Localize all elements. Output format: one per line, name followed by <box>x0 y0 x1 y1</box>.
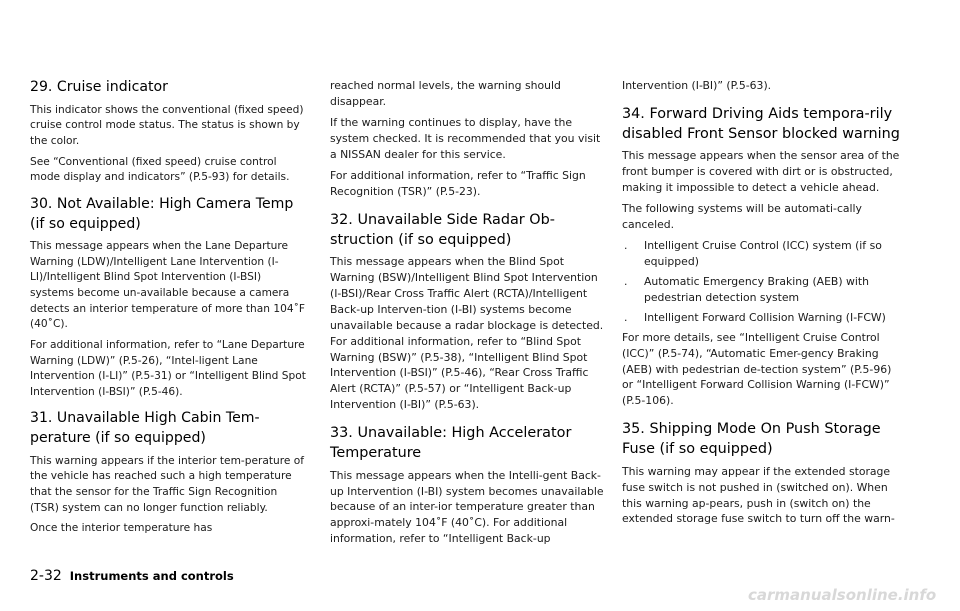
section-33-continued <box>622 78 900 94</box>
paragraph: Once the interior temperature has <box>30 521 213 535</box>
paragraph: Intervention (I-BI)” (P.5-63). <box>622 79 772 92</box>
section-33 <box>330 423 608 547</box>
list-item <box>622 238 900 270</box>
section-heading: 31. Unavailable High Cabin Tem-perature (if so equipped) <box>30 410 260 447</box>
paragraph: For additional information, refer to “Traffic Sign Recognition (TSR)” (P.5-23). <box>330 168 586 198</box>
column-2 <box>330 78 608 557</box>
paragraph: This message appears when the Blind Spot Warning (BSW)/Intelligent Blind Spot Intervention (I-BSI)/Rear Cross Traffic Alert (RCTA)/Intelligent Back-up Interven-tion (I-BI) systems become unavailable because a radar blockage is detected. For additional information, refer to “Blind Spot Warning (BSW)” (P.5-38), “Intelligent Blind Spot Intervention (I-BSI)” (P.5-46), “Rear Cross Traffic Alert (RCTA)” (P.5-57) or “Intelligent Back-up Intervention (I-BI)” (P.5-63). <box>330 254 604 412</box>
paragraph: This message appears when the sensor area of the front bumper is covered with dirt or is obstructed, making it impossible to detect a vehicle ahead. <box>622 149 900 195</box>
watermark: carmanualsonline.info <box>748 586 937 604</box>
bullet-marker: . <box>624 238 628 252</box>
paragraph: For additional information, refer to “Lane Departure Warning (LDW)” (P.5-26), “Intel-ligent Lane Intervention (I-LI)” (P.5-31) or “Intelligent Blind Spot Intervention (I-BSI)” (P.5-46). <box>30 337 306 398</box>
section-32 <box>330 210 608 414</box>
list-item-text: Automatic Emergency Braking (AEB) with pedestrian detection system <box>644 274 870 304</box>
list-item-text: Intelligent Cruise Control (ICC) system (if so equipped) <box>644 238 882 268</box>
section-heading: 32. Unavailable Side Radar Ob-struction (if so equipped) <box>330 211 555 248</box>
list-item-text: Intelligent Forward Collision Warning (I-FCW) <box>644 310 886 324</box>
paragraph: The following systems will be automati-cally canceled. <box>622 202 862 231</box>
page-footer <box>30 568 234 584</box>
paragraph: This message appears when the Intelli-gent Back-up Intervention (I-BI) system becomes unavailable because of an inter-ior temperature greater than approxi-mately 104˚F (40˚C). For additional information, refer to “Intelligent Back-up <box>330 468 604 546</box>
section-34 <box>622 104 900 409</box>
section-heading: 30. Not Available: High Camera Temp (if so equipped) <box>30 195 294 232</box>
bullet-marker: . <box>624 310 628 324</box>
paragraph: This warning appears if the interior tem-perature of the vehicle has reached such a high temperature that the sensor for the Traffic Sign Recognition (TSR) system can no longer function reliably. <box>30 453 305 514</box>
paragraph: See “Conventional (fixed speed) cruise control mode display and indicators” (P.5-93) for details. <box>30 154 290 184</box>
section-heading: 29. Cruise indicator <box>30 79 168 95</box>
paragraph: For more details, see “Intelligent Cruise Control (ICC)” (P.5-74), “Automatic Emer-gency Braking (AEB) with pedestrian de-tection system” (P.5-96) or “Intelligent Forward Collision Warning (I-FCW)” (P.5-106). <box>622 330 892 408</box>
section-heading: 34. Forward Driving Aids tempora-rily disabled Front Sensor blocked warning <box>622 105 900 143</box>
column-1 <box>30 78 308 546</box>
section-heading: 33. Unavailable: High Accelerator Temperature <box>330 425 572 462</box>
paragraph: This message appears when the Lane Departure Warning (LDW)/Intelligent Lane Intervention (I-LI)/Intelligent Blind Spot Intervention (I-BSI) systems become un-available because a camera detects an interior temperature of more than 104˚F (40˚C). <box>30 239 305 331</box>
chapter-title: Instruments and controls <box>69 569 234 583</box>
paragraph: reached normal levels, the warning should disappear. <box>330 79 561 108</box>
paragraph: This indicator shows the conventional (fixed speed) cruise control mode status. The status is shown by the color. <box>30 102 304 147</box>
list-item <box>622 274 900 306</box>
column-3 <box>622 78 900 537</box>
section-heading: 35. Shipping Mode On Push Storage Fuse (if so equipped) <box>622 421 881 458</box>
section-35 <box>622 419 900 527</box>
page-number: 2-32 <box>30 568 62 584</box>
section-31-continued <box>330 78 608 200</box>
section-29 <box>30 78 308 185</box>
section-30 <box>30 195 308 400</box>
section-31 <box>30 409 308 536</box>
list-item <box>622 310 900 326</box>
bullet-list <box>622 238 900 326</box>
paragraph: This warning may appear if the extended storage fuse switch is not pushed in (switched on). When this warning ap-pears, push in (switch on) the extended storage fuse switch to turn off the warn- <box>622 464 895 526</box>
bullet-marker: . <box>624 274 628 288</box>
paragraph: If the warning continues to display, have the system checked. It is recommended that you visit a NISSAN dealer for this service. <box>330 115 601 161</box>
